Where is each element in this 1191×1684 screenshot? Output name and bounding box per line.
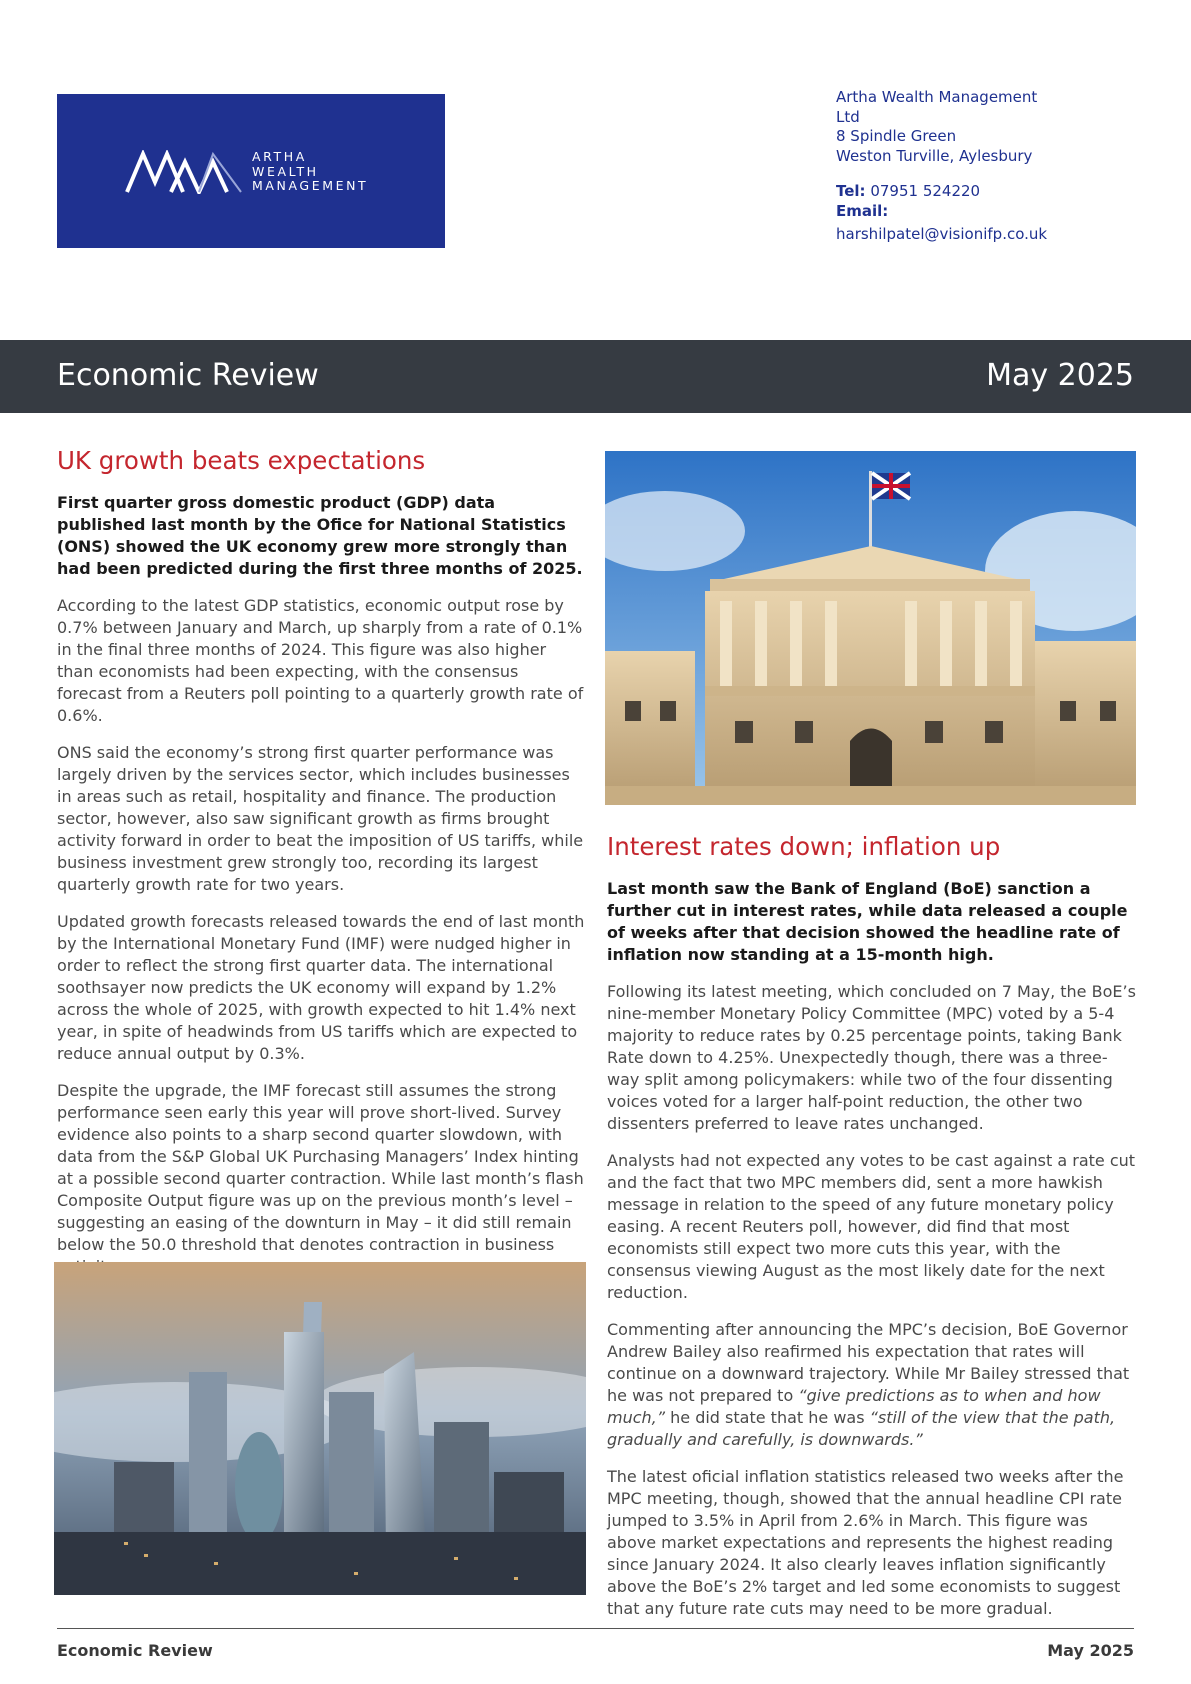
- article-heading: UK growth beats expectations: [57, 446, 426, 475]
- address-line: Weston Turville, Aylesbury: [836, 146, 1033, 165]
- logo-wordmark: [252, 150, 368, 194]
- article-paragraph: Updated growth forecasts released towards the end of last month by the International Monetary Fund (IMF) were nudged higher in order to reflect the strong first quarter data. The international soothsayer now predicts the UK economy will expand by 1.2% across the whole of 2025, with growth expected to hit 1.4% next year, in spite of headwinds from US tariffs which are expected to reduce annual output by 0.3%.: [57, 912, 585, 1063]
- article-paragraph: Following its latest meeting, which concluded on 7 May, the BoE’s nine-member Monetary Policy Committee (MPC) voted by a 5-4 majority to reduce rates by 0.25 percentage points, taking Bank Rate down to 4.25%. Unexpectedly though, there was a three-way split among policymakers: while two of the four dissenting voices voted for a larger half-point reduction, the other two dissenters preferred to leave rates unchanged.: [607, 982, 1136, 1133]
- company-logo: [57, 94, 445, 248]
- quote: “still of the view that the path, gradually and carefully, is downwards.”: [607, 1408, 1116, 1449]
- article-paragraph: ONS said the economy’s strong first quarter performance was largely driven by the services sector, which includes businesses in areas such as retail, hospitality and finance. The production sector, however, also saw significant growth as firms brought activity forward in order to beat the imposition of US tariffs, while business investment grew strongly too, recording its largest quarterly growth rate for two years.: [57, 743, 584, 894]
- company-name-suffix: Ltd: [836, 107, 860, 126]
- phone-number[interactable]: 07951 524220: [870, 182, 981, 200]
- logo-line: WEALTH: [252, 163, 319, 179]
- logo-line: ARTHA: [252, 149, 307, 164]
- footer-title: Economic Review: [57, 1641, 213, 1660]
- company-name: Artha Wealth Management: [836, 88, 1038, 106]
- article-paragraph: Despite the upgrade, the IMF forecast still assumes the strong performance seen early this year will prove short-lived. Survey evidence also points to a sharp second quarter slowdown, with data from the S&P Global UK Purchasing Managers’ Index hinting at a possible second quarter contraction. While last month’s flash Composite Output figure was up on the previous month’s level – suggesting an easing of the downturn in May – it did still remain below the 50.0 threshold that denotes contraction in business: [57, 1081, 584, 1254]
- article-paragraph: According to the latest GDP statistics, economic output rose by 0.7% between January and March, up sharply from a rate of 0.1% in the final three months of 2024. This figure was also higher than economists had been expecting, with the consensus forecast from a Reuters poll pointing to a quarterly growth rate of 0.6%.: [57, 596, 584, 725]
- issue-date: May 2025: [986, 358, 1134, 393]
- footer-date: May 2025: [1047, 1641, 1134, 1660]
- email-link[interactable]: harshilpatel@visionifp.co.uk: [836, 225, 1048, 243]
- email-label-text: Email:: [836, 201, 889, 220]
- quote: “give predictions as to when and how much,”: [607, 1386, 1101, 1427]
- footer-divider: [57, 1628, 1134, 1629]
- article-paragraph: Analysts had not expected any votes to be cast against a rate cut and the fact that two MPC members did, sent a more hawkish message in relation to the speed of any future monetary policy easing. A recent Reuters poll, however, did find that most economists still expect two more cuts this year, with the consensus viewing August as the most likely date for the next reduction.: [607, 1151, 1136, 1302]
- article-lead: Last month saw the Bank of England (BoE) sanction a further cut in interest rates, while data released a couple of weeks after that decision showed the headline rate of inflation now standing at a 15-month high.: [607, 879, 1128, 964]
- article-paragraph: [607, 1319, 1137, 1451]
- address-line: 8 Spindle Green: [836, 127, 957, 145]
- text-run: Commenting after announcing the MPC’s decision, BoE Governor Andrew Bailey also reafirmed his expectation that rates will continue on a downward trajectory. While Mr Bailey stressed that he was not prepared to: [607, 1320, 1130, 1405]
- city-skyline-photo: [54, 1262, 586, 1595]
- bank-of-england-photo: [605, 451, 1136, 805]
- article-heading: Interest rates down; inflation up: [607, 832, 1001, 861]
- title-banner: [0, 340, 1191, 413]
- article-uk-growth: [57, 446, 587, 1293]
- phone-label: Tel:: [836, 182, 866, 200]
- page-title: Economic Review: [57, 358, 319, 393]
- contact-details: [836, 88, 1136, 245]
- email-label: [836, 202, 1136, 222]
- awm-logo-mark-icon: [125, 150, 243, 194]
- article-paragraph: The latest oficial inflation statistics released two weeks after the MPC meeting, though, showed that the annual headline CPI rate jumped to 3.5% in April from 2.6% in March. This figure was above market expectations and represents the highest reading since January 2024. It also clearly leaves inflation significantly above the BoE’s 2% target and led some economists to suggest that any future rate cuts may need to be more gradual.: [607, 1467, 1124, 1618]
- phone-row: [836, 182, 1136, 202]
- text-run: he did state that he was: [665, 1408, 870, 1427]
- logo-line: MANAGEMENT: [252, 178, 369, 193]
- article-lead: First quarter gross domestic product (GDP) data published last month by the Ofice for National Statistics (ONS) showed the UK economy grew more strongly than had been predicted during the first three months of 2025.: [57, 493, 583, 578]
- article-interest-rates: [607, 832, 1137, 1635]
